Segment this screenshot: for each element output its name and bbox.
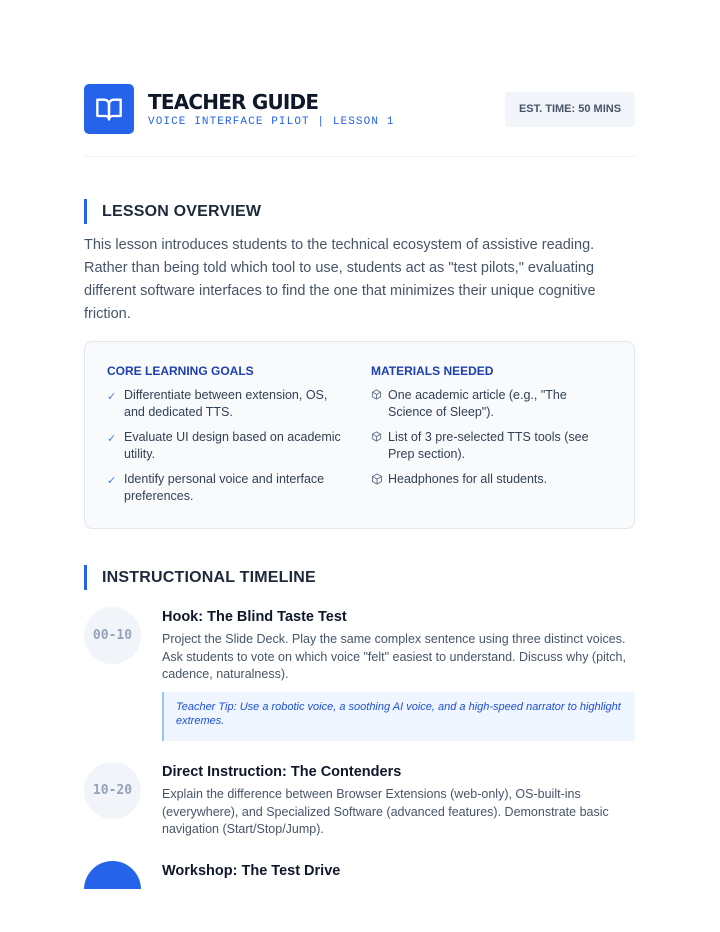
teacher-tip: Teacher Tip: Use a robotic voice, a soothing AI voice, and a high-speed narrator to highlight extremes. bbox=[162, 692, 635, 741]
guide-header bbox=[84, 84, 635, 134]
timeline-body bbox=[162, 607, 635, 741]
time-badge: EST. TIME: 50 MINS bbox=[505, 92, 635, 127]
list-item: ✓ Identify personal voice and interface preferences. bbox=[107, 472, 325, 503]
list-item: ✓ Differentiate between extension, OS, and dedicated TTS. bbox=[107, 388, 328, 419]
logo-badge bbox=[84, 84, 134, 134]
goals-list bbox=[107, 387, 347, 505]
timeline-title: Direct Instruction: The Contenders bbox=[162, 764, 402, 780]
materials-needed bbox=[371, 364, 611, 496]
cube-icon bbox=[371, 473, 383, 491]
overview-text: This lesson introduces students to the technical ecosystem of assistive reading. Rather than being told which tool to use, students act as "test pilots," evaluating different software interfaces to find the one that minimizes their unique cognitive friction. bbox=[84, 237, 596, 322]
list-item: List of 3 pre-selected TTS tools (see Prep section). bbox=[371, 429, 611, 463]
timeline-item bbox=[84, 861, 635, 889]
timeline-desc: Project the Slide Deck. Play the same complex sentence using three distinct voices. Ask students to vote on which voice "felt" easiest to understand. Discuss why (pitch, cadence, naturalness). bbox=[162, 632, 626, 681]
goals-materials-card bbox=[84, 341, 635, 529]
overview-heading: LESSON OVERVIEW bbox=[84, 199, 261, 224]
timeline-desc: Explain the difference between Browser Extensions (web-only), OS-built-ins (everywhere), and Specialized Software (advanced features). Demonstrate basic navigation (Start/Stop/Jump). bbox=[162, 787, 609, 836]
book-open-icon bbox=[95, 95, 123, 123]
goals-heading: CORE LEARNING GOALS bbox=[107, 364, 254, 378]
timeline-title: Workshop: The Test Drive bbox=[162, 863, 341, 879]
list-item: One academic article (e.g., "The Science of Sleep"). bbox=[371, 387, 611, 421]
timeline-heading: INSTRUCTIONAL TIMELINE bbox=[84, 565, 316, 590]
list-item: Headphones for all students. bbox=[371, 471, 611, 488]
list-item: ✓ Evaluate UI design based on academic utility. bbox=[107, 430, 341, 461]
timeline-body bbox=[162, 861, 635, 885]
timeline-title: Hook: The Blind Taste Test bbox=[162, 609, 347, 625]
header-divider bbox=[84, 156, 635, 157]
materials-heading: MATERIALS NEEDED bbox=[371, 364, 494, 378]
materials-list bbox=[371, 387, 611, 488]
check-icon: ✓ bbox=[107, 433, 117, 445]
timeline-body bbox=[162, 762, 635, 839]
page-title: TEACHER GUIDE bbox=[148, 90, 319, 114]
check-icon: ✓ bbox=[107, 475, 117, 487]
check-icon: ✓ bbox=[107, 391, 117, 403]
time-marker: 10-20 bbox=[84, 762, 141, 819]
time-marker-active bbox=[84, 861, 141, 889]
page-subtitle: VOICE INTERFACE PILOT | LESSON 1 bbox=[148, 116, 395, 128]
cube-icon bbox=[371, 389, 382, 406]
cube-icon bbox=[371, 431, 382, 448]
time-marker: 00-10 bbox=[84, 607, 141, 664]
learning-goals bbox=[107, 364, 347, 513]
